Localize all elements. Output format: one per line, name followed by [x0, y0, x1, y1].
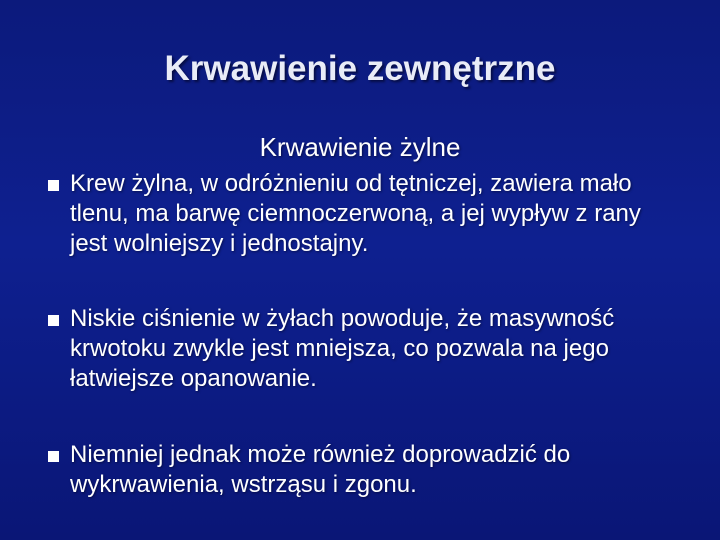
bullet-text: Krew żylna, w odróżnieniu od tętniczej, zawiera mało tlenu, ma barwę ciemnoczerwoną, a jej wypływ z rany jest wolniejszy i jednostajny. — [70, 170, 641, 257]
bullet-text: Niskie ciśnienie w żyłach powoduje, że masywność krwotoku zwykle jest mniejsza, co pozwala na jego łatwiejsze opanowanie. — [70, 305, 615, 392]
square-bullet-icon — [48, 451, 59, 462]
bullet-text: Niemniej jednak może również doprowadzić do wykrwawienia, wstrząsu i zgonu. — [70, 441, 571, 498]
slide-title: Krwawienie zewnętrzne — [164, 49, 556, 88]
square-bullet-icon — [48, 180, 59, 191]
slide-subtitle: Krwawienie żylne — [259, 132, 461, 162]
square-bullet-icon — [48, 315, 59, 326]
